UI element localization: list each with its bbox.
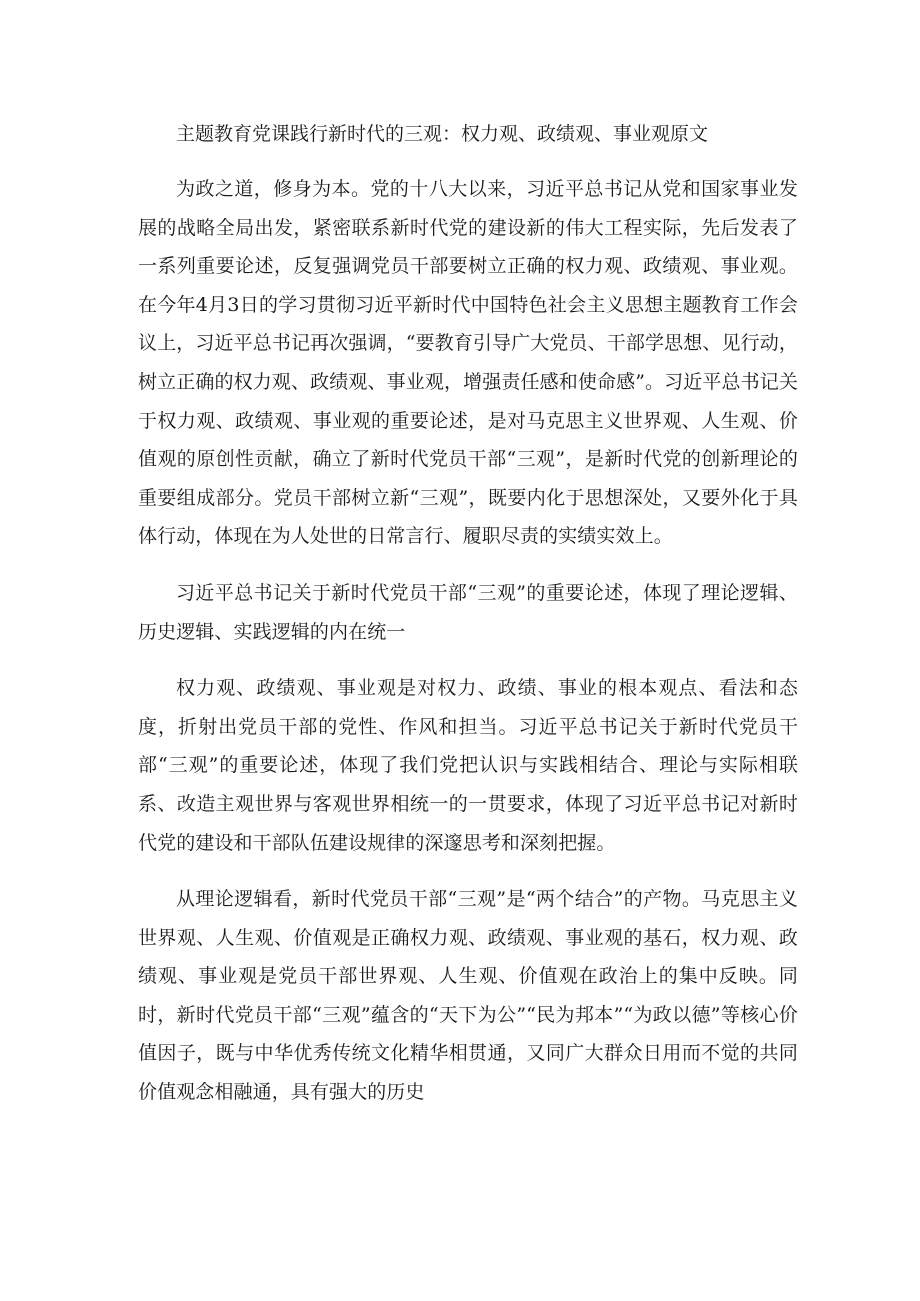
document-title: 主题教育党课践行新时代的三观：权力观、政绩观、事业观原文 (176, 123, 709, 145)
paragraph: 从理论逻辑看，新时代党员干部“三观”是“两个结合”的产物。马克思主义世界观、人生观、价值观是正确权力观、政绩观、事业观的基石，权力观、政绩观、事业观是党员干部世界观、人生观、价值观在政治上的集中反映。同时，新时代党员干部“三观”蕴含的“天下为公”“民为邦本”“为政以德”等核心价值因子，既与中华优秀传统文化精华相贯通，又同广大群众日用而不觉的共同价值观念相融通，具有强大的历史 (138, 888, 798, 1104)
paragraph: 权力观、政绩观、事业观是对权力、政绩、事业的根本观点、看法和态度，折射出党员干部的党性、作风和担当。习近平总书记关于新时代党员干部“三观”的重要论述，体现了我们党把认识与实践相结合、理论与实际相联系、改造主观世界与客观世界相统一的一贯要求，体现了习近平总书记对新时代党的建设和干部队伍建设规律的深邃思考和深刻把握。 (138, 677, 798, 854)
paragraph: 为政之道，修身为本。党的十八大以来，习近平总书记从党和国家事业发展的战略全局出发，紧密联系新时代党的建设新的伟大工程实际，先后发表了一系列重要论述，反复强调党员干部要树立正确的权力观、政绩观、事业观。在今年4月3日的学习贯彻习近平新时代中国特色社会主义思想主题教育工作会议上，习近平总书记再次强调，“要教育引导广大党员、干部学思想、见行动，树立正确的权力观、政绩观、事业观，增强责任感和使命感”。习近平总书记关于权力观、政绩观、事业观的重要论述，是对马克思主义世界观、人生观、价值观的原创性贡献，确立了新时代党员干部“三观”，是新时代党的创新理论的重要组成部分。党员干部树立新“三观”，既要内化于思想深处，又要外化于具体行动，体现在为人处世的日常言行、履职尽责的实绩实效上。 (138, 178, 798, 548)
section-heading: 习近平总书记关于新时代党员干部“三观”的重要论述，体现了理论逻辑、历史逻辑、实践逻辑的内在统一 (138, 581, 798, 643)
document-body (138, 170, 798, 1130)
